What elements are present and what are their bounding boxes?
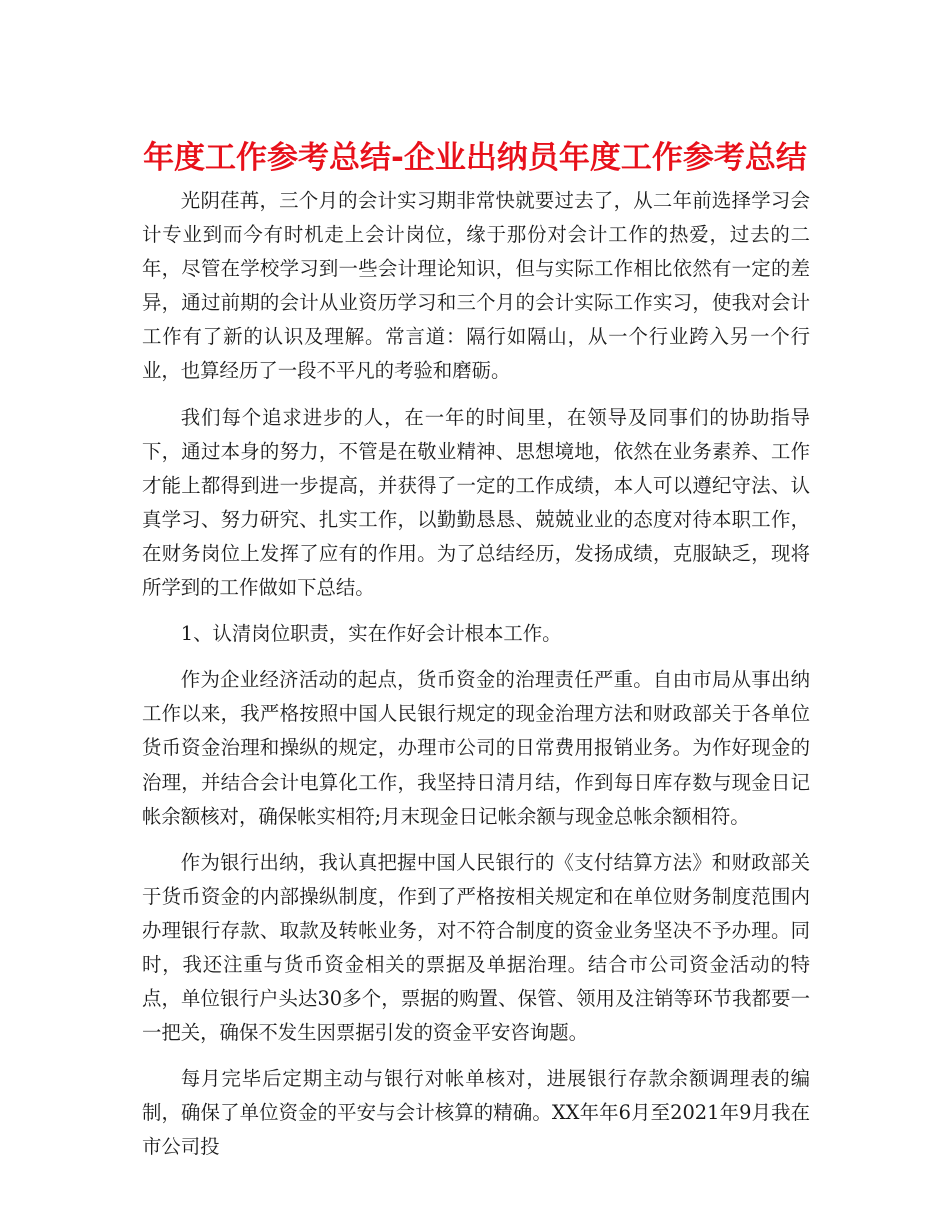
section-heading-1: 1、认清岗位职责，实在作好会计根本工作。 xyxy=(180,622,562,646)
paragraph-reconciliation: 每月完毕后定期主动与银行对帐单核对，进展银行存款余额调理表的编制，确保了单位资金的平安与会计核算的精确。XX年年6月至2021年9月我在市公司投 xyxy=(142,1067,810,1159)
paragraph-cash-management: 作为企业经济活动的起点，货币资金的治理责任严重。自由市局从事出纳工作以来，我严格按照中国人民银行规定的现金治理方法和财政部关于各单位货币资金治理和操纵的规定，办理市公司的日常费用报销业务。为作好现金的治理，并结合会计电算化工作，我坚持日清月结，作到每日库存数与现金日记帐余额核对，确保帐实相符;月末现金日记帐余额与现金总帐余额相符。 xyxy=(142,668,810,828)
document-title: 年度工作参考总结-企业出纳员年度工作参考总结 xyxy=(143,140,807,176)
paragraph-bank-cashier: 作为银行出纳，我认真把握中国人民银行的《支付结算方法》和财政部关于货币资金的内部操纵制度，作到了严格按相关规定和在单位财务制度范围内办理银行存款、取款及转帐业务，对不符合制度的资金业务坚决不予办理。同时，我还注重与货币资金相关的票据及单据治理。结合市公司资金活动的特点，单位银行户头达30多个，票据的购置、保管、领用及注销等环节我都要一一把关，确保不发生因票据引发的资金平安咨询题。 xyxy=(142,850,810,1045)
document-body xyxy=(142,184,810,1165)
paragraph-intro: 光阴荏苒，三个月的会计实习期非常快就要过去了，从二年前选择学习会计专业到而今有时机走上会计岗位，缘于那份对会计工作的热爱，过去的二年，尽管在学校学习到一些会计理论知识，但与实际工作相比依然有一定的差异，通过前期的会计从业资历学习和三个月的会计实际工作实习，使我对会计工作有了新的认识及理解。常言道：隔行如隔山，从一个行业跨入另一个行业，也算经历了一段不平凡的考验和磨砺。 xyxy=(142,189,810,383)
paragraph-progress: 我们每个追求进步的人，在一年的时间里，在领导及同事们的协助指导下，通过本身的努力，不管是在敬业精神、思想境地，依然在业务素养、工作才能上都得到进一步提高，并获得了一定的工作成绩，本人可以遵纪守法、认真学习、努力研究、扎实工作，以勤勤恳恳、兢兢业业的态度对待本职工作，在财务岗位上发挥了应有的作用。为了总结经历，发扬成绩，克服缺乏，现将所学到的工作做如下总结。 xyxy=(142,405,810,600)
